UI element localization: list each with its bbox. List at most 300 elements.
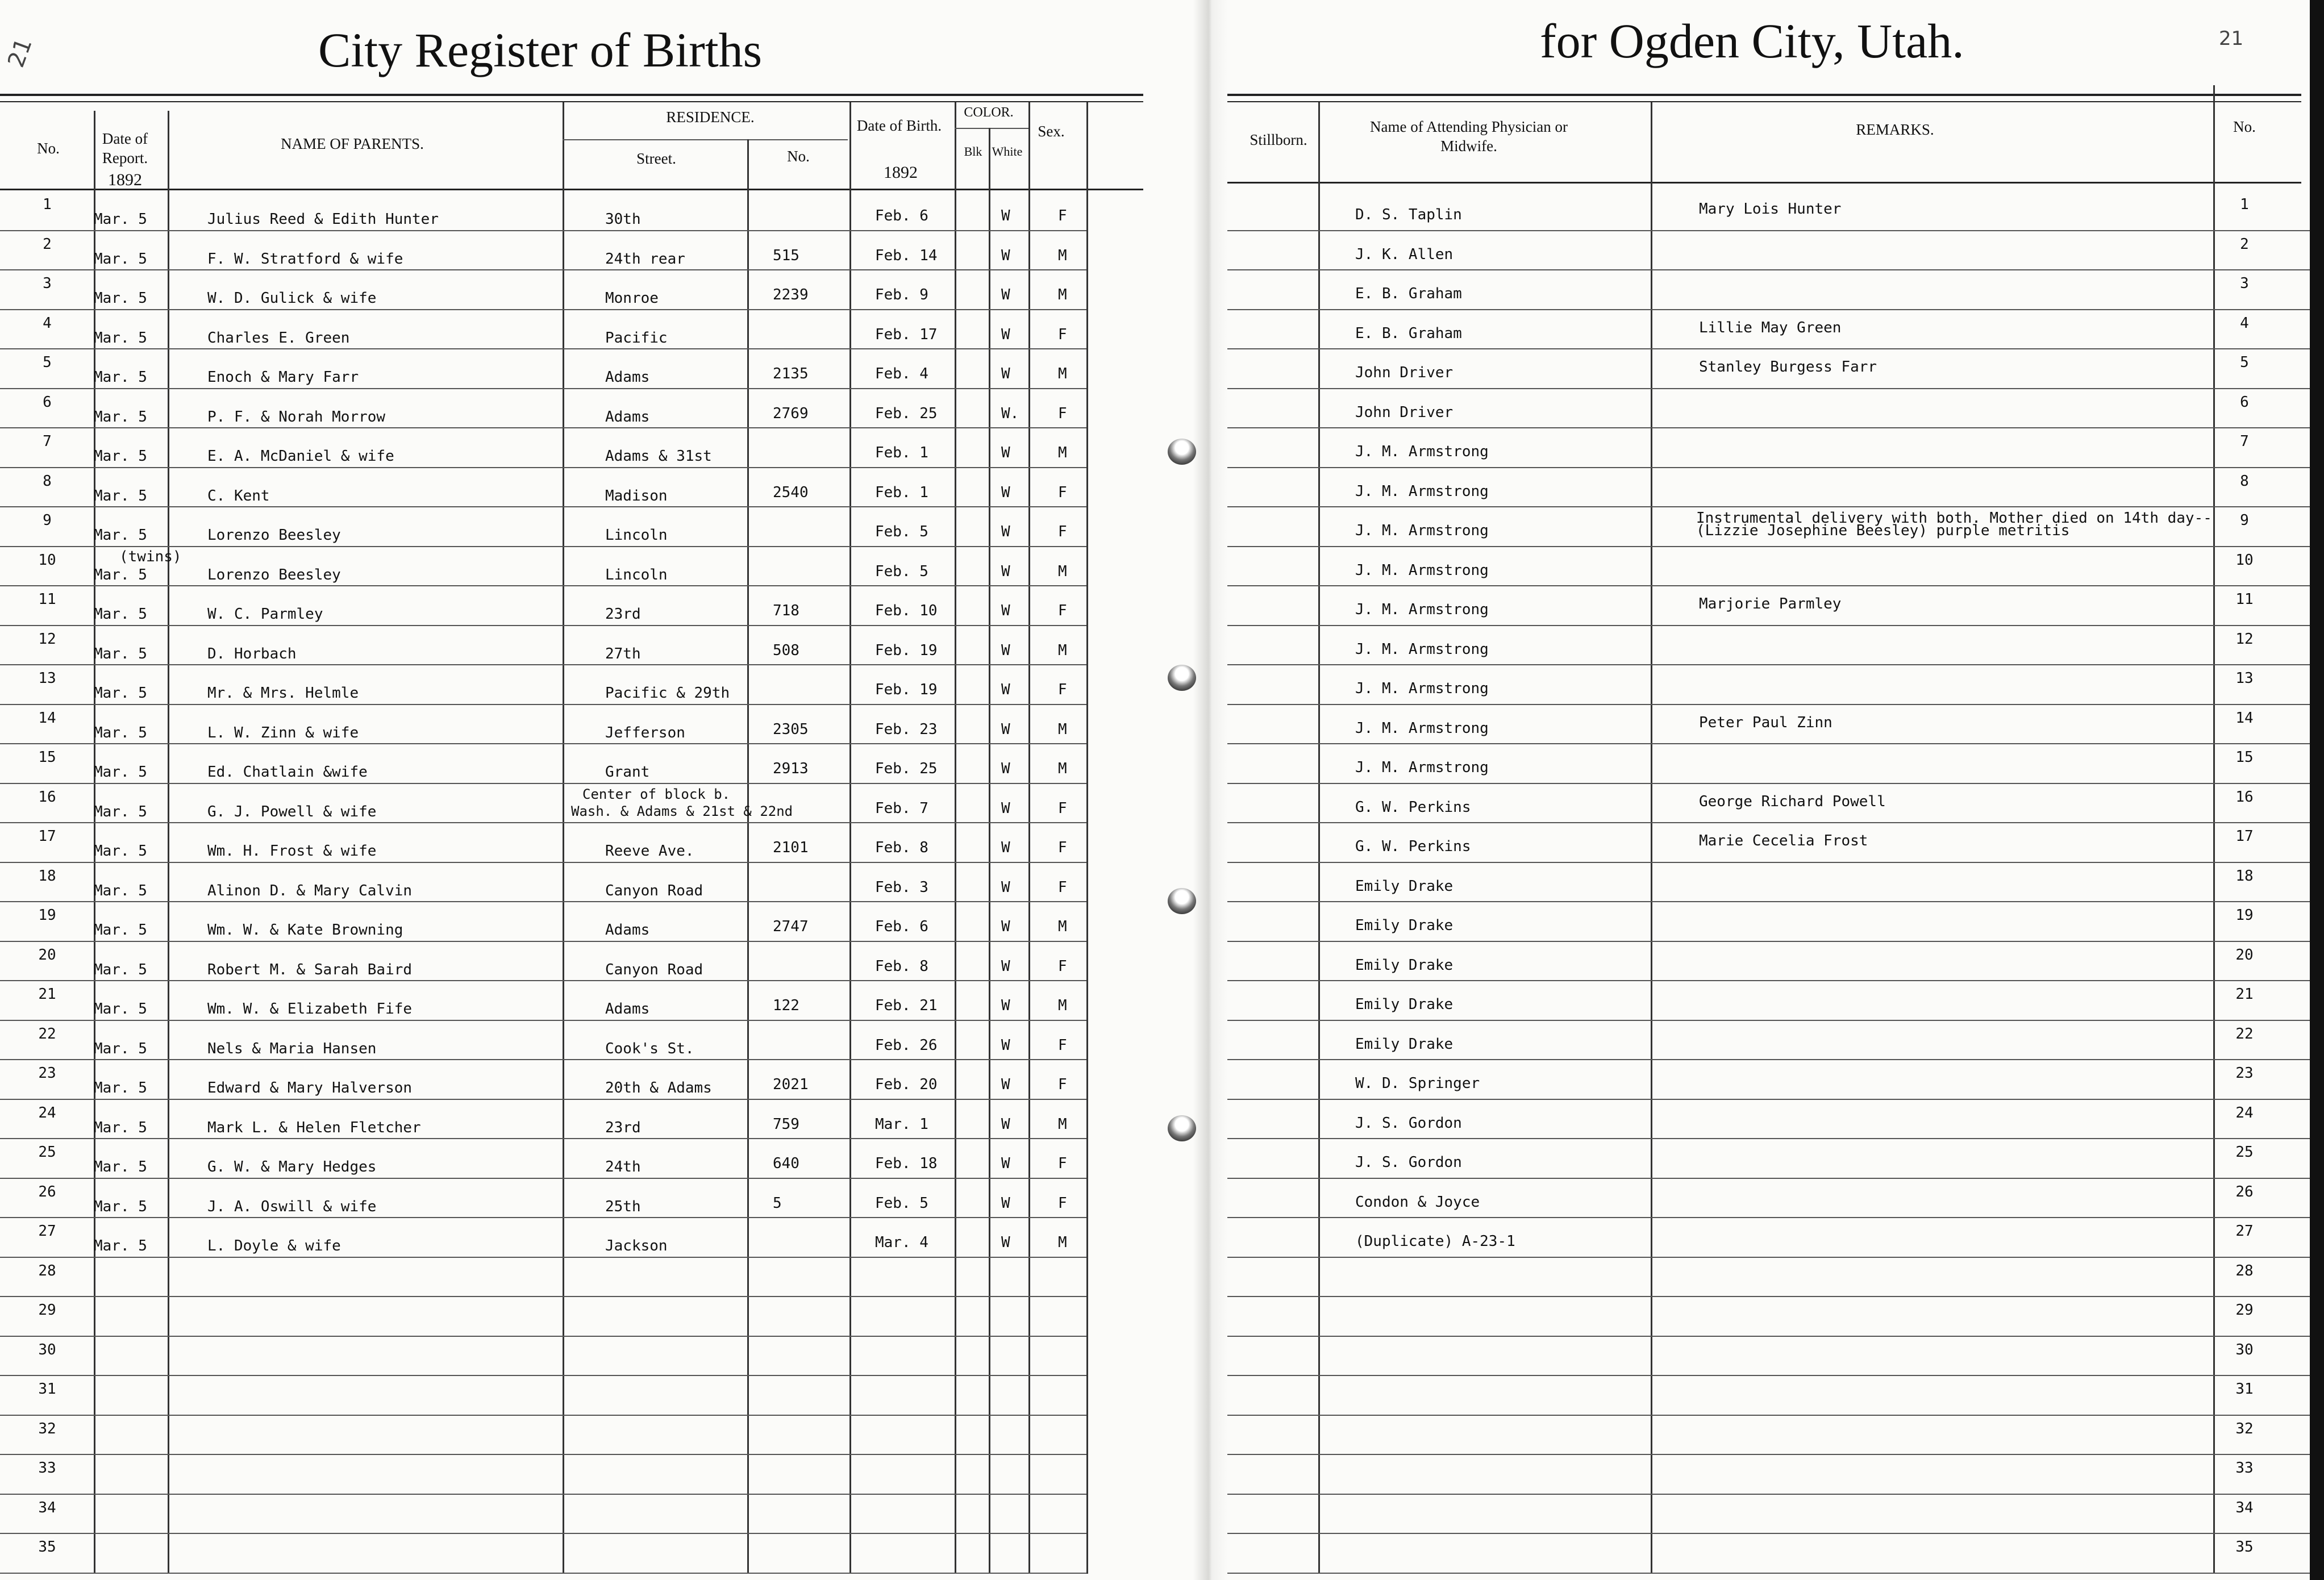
row-line bbox=[0, 1257, 1086, 1258]
parents-name: W. D. Gulick & wife bbox=[207, 290, 377, 307]
date-of-report: Mar. 5 bbox=[94, 408, 147, 426]
row-line bbox=[1219, 388, 2310, 389]
sex: M bbox=[1058, 365, 1067, 382]
row-number-right: 20 bbox=[2235, 947, 2254, 964]
parents-name: Lorenzo Beesley bbox=[207, 566, 341, 583]
row-line bbox=[0, 585, 1086, 586]
row-line bbox=[1219, 546, 2310, 547]
binding-hole bbox=[1168, 665, 1196, 691]
col-divider bbox=[1318, 102, 1320, 1574]
row-number-right: 14 bbox=[2235, 710, 2254, 727]
row-number: 29 bbox=[38, 1302, 56, 1319]
parents-name: G. W. & Mary Hedges bbox=[207, 1158, 377, 1175]
row-line bbox=[0, 1296, 1086, 1297]
color-white: W bbox=[1001, 444, 1010, 461]
date-of-report: Mar. 5 bbox=[94, 724, 147, 741]
row-line bbox=[0, 309, 1086, 310]
row-number: 3 bbox=[43, 275, 52, 292]
row-line bbox=[1219, 1020, 2310, 1021]
row-line bbox=[1219, 783, 2310, 784]
header-top-rule-thin bbox=[0, 101, 1143, 102]
sex: F bbox=[1058, 800, 1067, 817]
color-white: W bbox=[1001, 879, 1010, 896]
attending-physician: (Duplicate) A-23-1 bbox=[1355, 1233, 1515, 1250]
sex: M bbox=[1058, 642, 1067, 659]
color-white: W bbox=[1001, 1195, 1010, 1212]
street: 25th bbox=[605, 1198, 641, 1215]
row-line bbox=[0, 348, 1086, 349]
date-of-birth: Feb. 14 bbox=[875, 247, 938, 264]
sex: F bbox=[1058, 326, 1067, 343]
parents-name: G. J. Powell & wife bbox=[207, 803, 377, 820]
attending-physician: E. B. Graham bbox=[1355, 325, 1462, 342]
header-top-rule bbox=[0, 94, 1143, 96]
street: Adams bbox=[605, 369, 650, 386]
date-of-birth: Feb. 17 bbox=[875, 326, 938, 343]
row-line bbox=[1219, 704, 2310, 705]
row-line bbox=[1219, 664, 2310, 665]
header-residence: RESIDENCE. bbox=[666, 109, 755, 126]
parents-name: W. C. Parmley bbox=[207, 606, 323, 623]
remarks: Marie Cecelia Frost bbox=[1699, 832, 1868, 849]
row-number: 25 bbox=[38, 1144, 56, 1161]
book-gutter bbox=[1193, 0, 1227, 1580]
attending-physician: J. M. Armstrong bbox=[1355, 720, 1489, 737]
date-of-report: Mar. 5 bbox=[94, 685, 147, 702]
parents-name: Wm. W. & Elizabeth Fife bbox=[207, 1000, 413, 1018]
header-street-no: No. bbox=[787, 148, 810, 165]
right-page bbox=[1213, 0, 2324, 1580]
row-line bbox=[1219, 1415, 2310, 1416]
date-of-report: Mar. 5 bbox=[94, 922, 147, 939]
date-of-report: Mar. 5 bbox=[94, 961, 147, 978]
parents-name: E. A. McDaniel & wife bbox=[207, 448, 394, 465]
row-number: 6 bbox=[43, 394, 52, 411]
header-date-of-birth: Date of Birth. bbox=[856, 117, 942, 134]
date-of-birth: Feb. 10 bbox=[875, 602, 938, 619]
date-of-birth: Feb. 6 bbox=[875, 918, 928, 935]
street: Adams bbox=[605, 922, 650, 939]
row-line bbox=[0, 822, 1086, 823]
date-of-report: Mar. 5 bbox=[94, 1158, 147, 1175]
date-of-birth: Feb. 25 bbox=[875, 760, 938, 777]
row-number: 23 bbox=[38, 1065, 56, 1082]
attending-physician: Emily Drake bbox=[1355, 957, 1453, 974]
row-number: 34 bbox=[38, 1499, 56, 1516]
street: Pacific bbox=[605, 330, 668, 347]
parents-name: L. Doyle & wife bbox=[207, 1237, 341, 1254]
date-of-report: Mar. 5 bbox=[94, 211, 147, 228]
street-number: 515 bbox=[773, 247, 799, 264]
page-number-right: 21 bbox=[2219, 27, 2244, 50]
row-line bbox=[0, 783, 1086, 784]
attending-physician: G. W. Perkins bbox=[1355, 838, 1471, 855]
row-line bbox=[1219, 743, 2310, 744]
parents-name: Edward & Mary Halverson bbox=[207, 1079, 413, 1097]
parents-name: Wm. W. & Kate Browning bbox=[207, 922, 403, 939]
attending-physician: W. D. Springer bbox=[1355, 1075, 1480, 1092]
row-line bbox=[0, 506, 1086, 507]
row-line bbox=[0, 704, 1086, 705]
row-line bbox=[0, 1573, 1086, 1574]
row-number-right: 12 bbox=[2235, 631, 2254, 648]
parents-name: Alinon D. & Mary Calvin bbox=[207, 882, 413, 899]
row-line bbox=[1219, 427, 2310, 428]
color-white: W bbox=[1001, 602, 1010, 619]
row-line bbox=[0, 1138, 1086, 1139]
date-of-birth: Feb. 9 bbox=[875, 286, 928, 303]
street-number: 122 bbox=[773, 997, 799, 1014]
date-of-report: Mar. 5 bbox=[94, 369, 147, 386]
attending-physician: J. M. Armstrong bbox=[1355, 483, 1489, 500]
row-number: 12 bbox=[38, 631, 56, 648]
sex: F bbox=[1058, 681, 1067, 698]
color-white: W bbox=[1001, 365, 1010, 382]
row-line bbox=[0, 1415, 1086, 1416]
parents-name: Nels & Maria Hansen bbox=[207, 1040, 377, 1057]
date-of-report: Mar. 5 bbox=[94, 487, 147, 505]
sex: M bbox=[1058, 760, 1067, 777]
row-number: 33 bbox=[38, 1460, 56, 1477]
row-number-right: 35 bbox=[2235, 1539, 2254, 1556]
attending-physician: J. M. Armstrong bbox=[1355, 562, 1489, 579]
street-number: 759 bbox=[773, 1116, 799, 1133]
date-of-report: Mar. 5 bbox=[94, 290, 147, 307]
row-number: 31 bbox=[38, 1381, 56, 1398]
color-white: W bbox=[1001, 800, 1010, 817]
row-number: 8 bbox=[43, 473, 52, 490]
street: Jefferson bbox=[605, 724, 685, 741]
remarks: Lillie May Green bbox=[1699, 319, 1842, 336]
street: Center of block b. bbox=[582, 786, 731, 802]
row-number-right: 1 bbox=[2240, 196, 2249, 213]
color-white: W bbox=[1001, 642, 1010, 659]
color-white: W. bbox=[1001, 405, 1019, 422]
sex: F bbox=[1058, 1076, 1067, 1093]
parents-name: C. Kent bbox=[207, 487, 270, 505]
street-number: 2239 bbox=[773, 286, 809, 303]
row-line bbox=[1219, 1217, 2310, 1218]
parents-name: J. A. Oswill & wife bbox=[207, 1198, 377, 1215]
col-divider bbox=[1028, 102, 1030, 1574]
row-line bbox=[0, 901, 1086, 902]
sex: F bbox=[1058, 1037, 1067, 1054]
row-line bbox=[0, 1533, 1086, 1534]
row-line bbox=[0, 664, 1086, 665]
parents-name: L. W. Zinn & wife bbox=[207, 724, 359, 741]
date-of-report: Mar. 5 bbox=[94, 527, 147, 544]
date-of-report: Mar. 5 bbox=[94, 1079, 147, 1097]
attending-physician: J. M. Armstrong bbox=[1355, 601, 1489, 618]
attending-physician: Emily Drake bbox=[1355, 917, 1453, 934]
attending-physician: J. S. Gordon bbox=[1355, 1154, 1462, 1171]
attending-physician: John Driver bbox=[1355, 404, 1453, 421]
row-number: 32 bbox=[38, 1420, 56, 1437]
remarks: Mary Lois Hunter bbox=[1699, 201, 1842, 218]
date-of-report: Mar. 5 bbox=[94, 1198, 147, 1215]
row-line bbox=[1219, 1099, 2310, 1100]
street-number: 640 bbox=[773, 1155, 799, 1172]
binding-hole bbox=[1168, 1115, 1196, 1141]
street-number: 2913 bbox=[773, 760, 809, 777]
street: 24th bbox=[605, 1158, 641, 1175]
row-line bbox=[1219, 901, 2310, 902]
street-number: 508 bbox=[773, 642, 799, 659]
remarks: Instrumental delivery with both. Mother died on 14th day-- bbox=[1696, 510, 2212, 527]
date-of-birth: Mar. 4 bbox=[875, 1234, 928, 1251]
date-of-report: Mar. 5 bbox=[94, 448, 147, 465]
row-number-right: 32 bbox=[2235, 1420, 2254, 1437]
row-number-right: 24 bbox=[2235, 1104, 2254, 1122]
row-number: 5 bbox=[43, 354, 52, 371]
row-line bbox=[1219, 309, 2310, 310]
street-number: 5 bbox=[773, 1195, 782, 1212]
street-number: 2540 bbox=[773, 484, 809, 501]
header-birth-year: 1892 bbox=[884, 163, 918, 182]
col-divider bbox=[168, 111, 169, 1574]
street-number: 2135 bbox=[773, 365, 809, 382]
col-divider bbox=[563, 102, 564, 1574]
sex: M bbox=[1058, 1116, 1067, 1133]
street: Lincoln bbox=[605, 566, 668, 583]
parents-name: Mark L. & Helen Fletcher bbox=[207, 1119, 421, 1136]
row-line bbox=[0, 467, 1086, 468]
color-white: W bbox=[1001, 563, 1010, 580]
row-line bbox=[1219, 1454, 2310, 1455]
street: 20th & Adams bbox=[605, 1079, 712, 1097]
row-line bbox=[1219, 625, 2310, 626]
street: Canyon Road bbox=[605, 882, 703, 899]
street: 23rd bbox=[605, 1119, 641, 1136]
date-of-birth: Feb. 8 bbox=[875, 958, 928, 975]
row-line bbox=[1219, 1257, 2310, 1258]
header-no-right: No. bbox=[2233, 118, 2256, 135]
sex: F bbox=[1058, 958, 1067, 975]
street: Adams & 31st bbox=[605, 448, 712, 465]
date-of-birth: Feb. 20 bbox=[875, 1076, 938, 1093]
row-line bbox=[1219, 467, 2310, 468]
row-number: 16 bbox=[38, 789, 56, 806]
col-divider bbox=[1651, 102, 1652, 1574]
row-number-right: 18 bbox=[2235, 868, 2254, 885]
row-line bbox=[1219, 1533, 2310, 1534]
binding-hole bbox=[1168, 439, 1196, 465]
parents-name: Ed. Chatlain &wife bbox=[207, 764, 368, 781]
parents-name: Lorenzo Beesley bbox=[207, 527, 341, 544]
attending-physician: J. M. Armstrong bbox=[1355, 443, 1489, 460]
parents-name: Wm. H. Frost & wife bbox=[207, 843, 377, 860]
col-divider bbox=[955, 102, 956, 1574]
sex: F bbox=[1058, 879, 1067, 896]
date-of-birth: Feb. 5 bbox=[875, 563, 928, 580]
row-number-right: 21 bbox=[2235, 986, 2254, 1003]
row-number-right: 7 bbox=[2240, 433, 2249, 450]
sex: F bbox=[1058, 602, 1067, 619]
date-of-report: Mar. 5 bbox=[94, 1119, 147, 1136]
row-line bbox=[0, 427, 1086, 428]
header-bottom-rule bbox=[0, 189, 1143, 190]
date-of-birth: Feb. 7 bbox=[875, 800, 928, 817]
row-number-right: 23 bbox=[2235, 1065, 2254, 1082]
row-line bbox=[0, 1020, 1086, 1021]
date-of-birth: Feb. 18 bbox=[875, 1155, 938, 1172]
sex: M bbox=[1058, 918, 1067, 935]
row-number-right: 11 bbox=[2235, 591, 2254, 608]
row-number: 7 bbox=[43, 433, 52, 450]
header-street: Street. bbox=[636, 150, 676, 167]
date-of-report: Mar. 5 bbox=[94, 1040, 147, 1057]
sex: F bbox=[1058, 1195, 1067, 1212]
date-of-birth: Feb. 1 bbox=[875, 484, 928, 501]
date-of-report: Mar. 5 bbox=[94, 1237, 147, 1254]
date-of-birth: Feb. 19 bbox=[875, 681, 938, 698]
row-line bbox=[0, 743, 1086, 744]
color-white: W bbox=[1001, 958, 1010, 975]
color-white: W bbox=[1001, 839, 1010, 856]
street: Reeve Ave. bbox=[605, 843, 694, 860]
row-line bbox=[1219, 1494, 2310, 1495]
row-line bbox=[1219, 1059, 2310, 1060]
row-line bbox=[1219, 822, 2310, 823]
row-line bbox=[0, 980, 1086, 981]
header-white: White bbox=[992, 144, 1023, 159]
row-number-right: 19 bbox=[2235, 907, 2254, 924]
row-number-right: 26 bbox=[2235, 1183, 2254, 1200]
parents-name: Enoch & Mary Farr bbox=[207, 369, 359, 386]
row-line bbox=[1219, 585, 2310, 586]
street: Lincoln bbox=[605, 527, 668, 544]
row-number: 11 bbox=[38, 591, 56, 608]
date-of-birth: Feb. 6 bbox=[875, 207, 928, 224]
row-line bbox=[1219, 348, 2310, 349]
header-blk: Blk bbox=[964, 144, 982, 159]
remarks: Stanley Burgess Farr bbox=[1699, 358, 1877, 376]
attending-physician: J. M. Armstrong bbox=[1355, 680, 1489, 697]
row-line bbox=[0, 1336, 1086, 1337]
date-of-report: Mar. 5 bbox=[94, 882, 147, 899]
row-number-right: 13 bbox=[2235, 670, 2254, 687]
row-line bbox=[1219, 1178, 2310, 1179]
header-stillborn: Stillborn. bbox=[1250, 131, 1307, 148]
attending-physician: Emily Drake bbox=[1355, 878, 1453, 895]
attending-physician: Emily Drake bbox=[1355, 1036, 1453, 1053]
row-line bbox=[1219, 1336, 2310, 1337]
page-number-left: 21 bbox=[3, 35, 38, 71]
color-divider bbox=[955, 128, 1028, 129]
street: Grant bbox=[605, 764, 650, 781]
street-number: 2021 bbox=[773, 1076, 809, 1093]
attending-physician: D. S. Taplin bbox=[1355, 206, 1462, 223]
header-top-rule bbox=[1222, 94, 2301, 96]
row-line bbox=[0, 1217, 1086, 1218]
date-of-report: Mar. 5 bbox=[94, 330, 147, 347]
col-divider bbox=[849, 102, 851, 1574]
parents-name: Robert M. & Sarah Baird bbox=[207, 961, 413, 978]
street: Adams bbox=[605, 408, 650, 426]
binding-hole bbox=[1168, 888, 1196, 914]
date-of-birth: Feb. 4 bbox=[875, 365, 928, 382]
remarks: Marjorie Parmley bbox=[1699, 595, 1842, 612]
header-name-of-parents: NAME OF PARENTS. bbox=[281, 135, 424, 152]
row-number-right: 10 bbox=[2235, 552, 2254, 569]
row-number: 10 bbox=[38, 552, 56, 569]
row-number-right: 17 bbox=[2235, 828, 2254, 845]
row-line bbox=[0, 1454, 1086, 1455]
row-number: 27 bbox=[38, 1223, 56, 1240]
row-number-right: 5 bbox=[2240, 354, 2249, 371]
street: Cook's St. bbox=[605, 1040, 694, 1057]
row-number-right: 15 bbox=[2235, 749, 2254, 766]
row-number: 18 bbox=[38, 868, 56, 885]
color-white: W bbox=[1001, 286, 1010, 303]
row-number: 28 bbox=[38, 1262, 56, 1279]
row-line bbox=[0, 546, 1086, 547]
color-white: W bbox=[1001, 523, 1010, 540]
sex: F bbox=[1058, 1155, 1067, 1172]
parents-name: D. Horbach bbox=[207, 645, 297, 662]
street: Canyon Road bbox=[605, 961, 703, 978]
street: 24th rear bbox=[605, 251, 685, 268]
row-line bbox=[0, 1375, 1086, 1376]
twins-note: (twins) bbox=[119, 548, 182, 565]
row-line bbox=[0, 1099, 1086, 1100]
attending-physician: J. M. Armstrong bbox=[1355, 641, 1489, 658]
row-number-right: 29 bbox=[2235, 1302, 2254, 1319]
row-line bbox=[0, 1494, 1086, 1495]
color-white: W bbox=[1001, 760, 1010, 777]
remarks: George Richard Powell bbox=[1699, 793, 1886, 810]
color-white: W bbox=[1001, 484, 1010, 501]
street: Madison bbox=[605, 487, 668, 505]
header-top-rule-thin bbox=[1222, 101, 2301, 102]
register-title: City Register of Births bbox=[318, 23, 763, 77]
col-divider bbox=[747, 139, 749, 1574]
row-number-right: 28 bbox=[2235, 1262, 2254, 1279]
street: Pacific & 29th bbox=[605, 685, 730, 702]
row-number-right: 30 bbox=[2235, 1341, 2254, 1358]
col-divider bbox=[1086, 102, 1088, 1574]
date-of-birth: Feb. 19 bbox=[875, 642, 938, 659]
row-number-right: 9 bbox=[2240, 512, 2249, 529]
header-remarks: REMARKS. bbox=[1856, 121, 1934, 138]
row-number: 22 bbox=[38, 1025, 56, 1043]
parents-name: Charles E. Green bbox=[207, 330, 350, 347]
street-number: 718 bbox=[773, 602, 799, 619]
sex: M bbox=[1058, 563, 1067, 580]
row-number: 24 bbox=[38, 1104, 56, 1122]
row-line bbox=[1219, 1573, 2310, 1574]
row-line bbox=[1219, 941, 2310, 942]
color-white: W bbox=[1001, 1116, 1010, 1133]
date-of-report: Mar. 5 bbox=[94, 606, 147, 623]
row-number-right: 6 bbox=[2240, 394, 2249, 411]
row-number-right: 34 bbox=[2235, 1499, 2254, 1516]
row-number-right: 2 bbox=[2240, 236, 2249, 253]
row-number-right: 25 bbox=[2235, 1144, 2254, 1161]
color-white: W bbox=[1001, 918, 1010, 935]
row-number-right: 27 bbox=[2235, 1223, 2254, 1240]
color-white: W bbox=[1001, 326, 1010, 343]
sex: M bbox=[1058, 721, 1067, 738]
row-number-right: 22 bbox=[2235, 1025, 2254, 1043]
register-title-continued: for Ogden City, Utah. bbox=[1540, 14, 1964, 68]
header-no: No. bbox=[37, 140, 60, 157]
col-divider bbox=[2213, 85, 2215, 1574]
street: 23rd bbox=[605, 606, 641, 623]
color-white: W bbox=[1001, 721, 1010, 738]
date-of-birth: Feb. 1 bbox=[875, 444, 928, 461]
color-white: W bbox=[1001, 1155, 1010, 1172]
